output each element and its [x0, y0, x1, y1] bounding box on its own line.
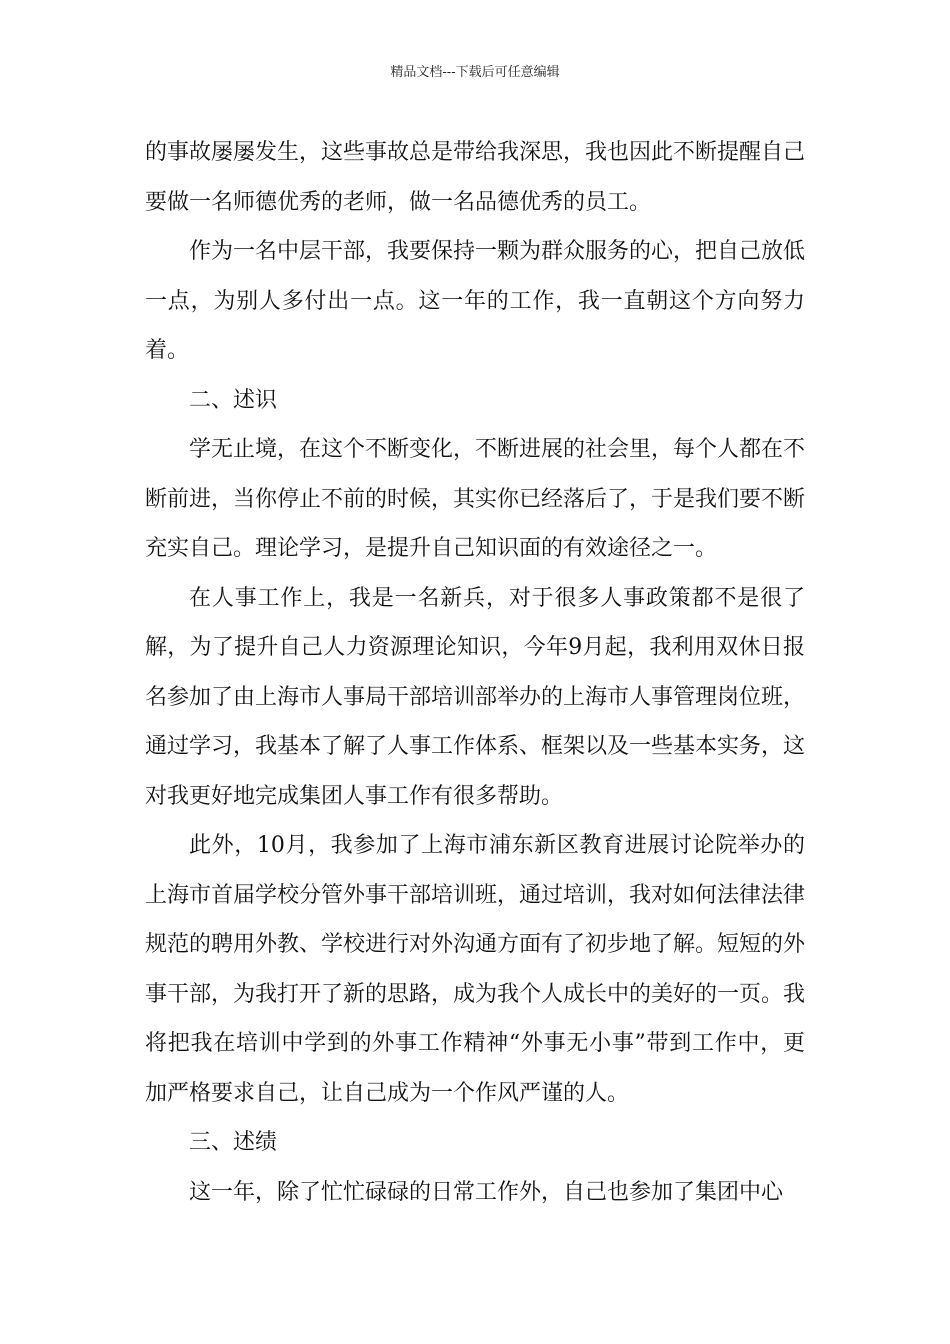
paragraph-6: 这一年，除了忙忙碌碌的日常工作外，自己也参加了集团中心	[189, 1179, 784, 1205]
paragraph-1: 的事故屡屡发生，这些事故总是带给我深思，我也因此不断提醒自己要做一名师德优秀的老师，做一名品德优秀的员工。	[145, 140, 806, 215]
paragraph-2: 作为一名中层干部，我要保持一颗为群众服务的心，把自己放低一点，为别人多付出一点。这一年的工作，我一直朝这个方向努力着。	[145, 239, 806, 363]
paragraph-4: 在人事工作上，我是一名新兵，对于很多人事政策都不是很了解，为了提升自己人力资源理论知识，今年9月起，我利用双休日报名参加了由上海市人事局干部培训部举办的上海市人事管理岗位班，通过学习，我基本了解了人事工作体系、框架以及一些基本实务，这对我更好地完成集团人事工作有很多帮助。	[145, 585, 806, 809]
section-heading-3: 三、述绩	[189, 1130, 278, 1155]
document-body	[145, 128, 805, 1217]
paragraph-3: 学无止境，在这个不断变化，不断进展的社会里，每个人都在不断前进，当你停止不前的时候，其实你已经落后了，于是我们要不断充实自己。理论学习，是提升自己知识面的有效途径之一。	[145, 437, 806, 561]
paragraph-5: 此外，10月，我参加了上海市浦东新区教育进展讨论院举办的上海市首届学校分管外事干部培训班，通过培训，我对如何法律法律规范的聘用外教、学校进行对外沟通方面有了初步地了解。短短的外事干部，为我打开了新的思路，成为我个人成长中的美好的一页。我将把我在培训中学到的外事工作精神“外事无小事”带到工作中，更加严格要求自己，让自己成为一个作风严谨的人。	[145, 833, 806, 1106]
page-header: 精品文档---下载后可任意编辑	[390, 65, 560, 80]
section-heading-2: 二、述识	[189, 387, 278, 413]
